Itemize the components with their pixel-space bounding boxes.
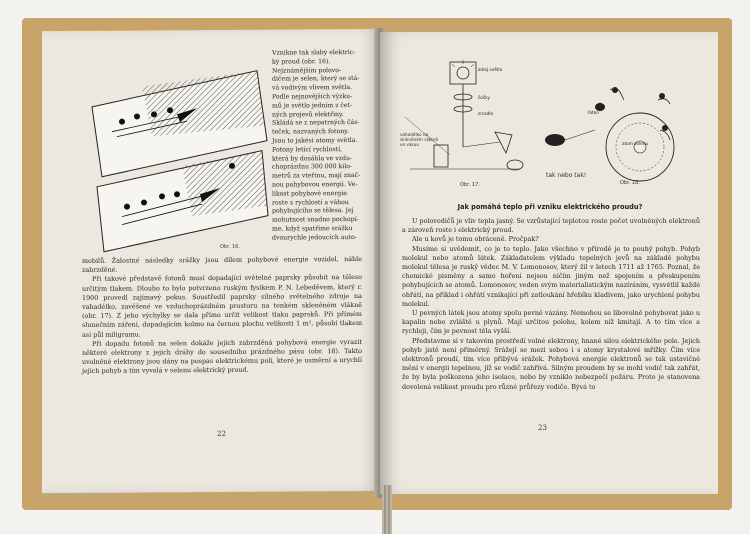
text-line: metrů za vteřinu, mají znač- bbox=[272, 172, 361, 180]
figure-17-caption: Obr. 17. bbox=[460, 182, 480, 188]
left-side-column bbox=[272, 49, 372, 243]
text-line: Vznikne tak slabý elektric- bbox=[272, 48, 356, 57]
figure-17-label-balance: vahadélko na skleněném vlákně ve vakuu bbox=[400, 132, 439, 147]
text-line: Skládá se z nepatrných čás- bbox=[272, 119, 360, 127]
paragraph: mobilů. Žalostné následky srážky jsou dílem pohybové energie vozidel, náhle zabrzděné. bbox=[82, 254, 362, 275]
text-line: která by dosáhla ve vzdu- bbox=[272, 154, 353, 163]
left-page bbox=[42, 29, 382, 493]
text-line: dvourychle jedoucích auto- bbox=[272, 233, 357, 242]
paragraph: U pevných látek jsou atomy spolu pevně vázány. Nemohou se libovolně pohybovat jako u kapalin nebo zvláště u plynů. Mají určitou polohu, kolem níž kmitají. A to tím více a rychleji, čím je pevnost těla vyšší. bbox=[402, 309, 700, 336]
text-line: nou pohybovou energii. Ve- bbox=[272, 180, 358, 189]
label-lenses: čočky bbox=[478, 95, 490, 100]
paragraph: Musíme si uvědomit, co je to teplo. Jako všechno v přírodě je to pouhý pohyb. Pohyb molekul nebo atomů látek. Základatelem výkladu tepelných jevů na základě pohybu molekul tělesa je ruský vědec M. V. Lomonosov, který žil v letech 1711 až 1765. Poznal, že chemické pisměny a samo hoření nejsou ničím jiným než spojením a přeskupením pohybujících se atomů. Lomonosov, veden svým materialistickým nazíráním, vysvětlil každé ohřátí, na příklad i ohřátí vznikající při zatloukání hřebíku kladivem, jako urychlení pohybu molekul. bbox=[402, 244, 700, 308]
text-line: pohybujícího se tělesa. Jej bbox=[272, 207, 354, 215]
section-heading: Jak pomáhá teplo při vzniku elektrického proudu? bbox=[457, 203, 643, 211]
right-page bbox=[380, 32, 718, 494]
paragraph: Při takové představě fotonů musí dopadající světelné paprsky působit na těleso určitým tlakem. Dlouho to bylo potvrzeno ruským fysikem P. N. Lebeděvem, který r. 1900 provedl zajímavý pokus. Soustředil paprsky silného světelného zdroje na vahadélko, zavěšené ve vzduchoprázdném prostoru na tenkém skleněném vlákně (obr. 17). Z jeho výchylky se dala přímo určit velikost tlaku paprsků. Při přímém slunečním záření, dopadajícím kolmo na černou plochu velikosti 1 m², působí tlakem asi půl miligramu. bbox=[82, 273, 362, 339]
text-line: choprázdnu 300 000 kilo- bbox=[272, 163, 353, 171]
figure-16-illustration bbox=[82, 66, 272, 257]
text-line: vá vodivým vlivem světla. bbox=[272, 84, 353, 92]
label-photon: foton bbox=[588, 110, 599, 115]
text-line: mů je světlo jedním z čet- bbox=[272, 101, 353, 110]
text-line: Nejznámějším polovo- bbox=[272, 66, 342, 75]
bookmark-ribbon bbox=[382, 485, 392, 534]
label-selenium-atom: atom selenu bbox=[622, 141, 648, 146]
paragraph: Představme si v takovém prostředí volné elektrony, hnané silou elektrického pole. Jejich pohyb jistě není příměrný. Srážejí se mezi sebou i s atomy krystalové mřížky. Čím více elektronů proudí, tím více přibývá srážek. Pohybová energie elektronů se tak ustavičně mění v energii tepelnou, jíž se vodič zahřívá. Silným proudem by se mohl vodič tak zahřát, že by byla poškozena jeho isolace, nebo by vzniklo nebezpečí požáru. Proto je stanovena dovolená velikost proudu pro různé průřezy vodiče. Bývá to bbox=[402, 336, 700, 391]
text-line: ký proud (obr. 16). bbox=[272, 57, 331, 66]
text-line: me, když spatříme srážku bbox=[272, 224, 353, 233]
label-light-source: zdroj světla bbox=[478, 67, 503, 72]
text-line: teček, nazvaných fotony. bbox=[272, 128, 349, 136]
text-line: roste s rychlostí a váhou bbox=[272, 198, 349, 207]
paragraph: Při dopadu fotonů na selen dokáže jejich zabrzděná pohybová energie vyrazit některé elektrony z jejich dráhy do sousedního prázdného pásu (obr. 18). Takto uvolněné elektrony jsou dány na pospas elektrickému poli, které je usměrní a urychlí jejich pohyb a tím vyvolá v selenu elektrický proud. bbox=[82, 337, 362, 376]
left-body-text bbox=[82, 255, 362, 377]
right-body-text bbox=[402, 217, 700, 392]
figure-17-illustration bbox=[400, 57, 535, 182]
text-line: Jsou to jakési atomy světla. bbox=[272, 136, 358, 145]
paragraph: Ale u kovů je tomu obráceně. Pročpak? bbox=[412, 235, 539, 244]
text-line: Podle nejnovějších výzku- bbox=[272, 93, 353, 101]
text-line: mohutnost snadno pochopí- bbox=[272, 216, 359, 224]
text-line: dičem je selen, který se stá- bbox=[272, 75, 360, 83]
page-number: 23 bbox=[538, 424, 547, 432]
figure-16-caption: Obr. 16. bbox=[220, 243, 240, 250]
figure-18-caption: Obr. 18. bbox=[620, 180, 640, 186]
page-number: 22 bbox=[217, 429, 226, 438]
text-line: Fotony letící rychlostí, bbox=[272, 145, 343, 154]
paragraph: U polovodičů je vliv tepla jasný. Se vzrůstající teplotou roste počet uvolněných elektronů a zároveň roste i elektrický proud. bbox=[402, 217, 700, 235]
figure-18-question: tak nebo tak! bbox=[546, 172, 587, 179]
text-line: ných projevů elektřiny. bbox=[272, 110, 344, 119]
text-line: likost pohybové energie bbox=[272, 189, 347, 198]
label-mirror: zrcadlo bbox=[478, 111, 494, 116]
